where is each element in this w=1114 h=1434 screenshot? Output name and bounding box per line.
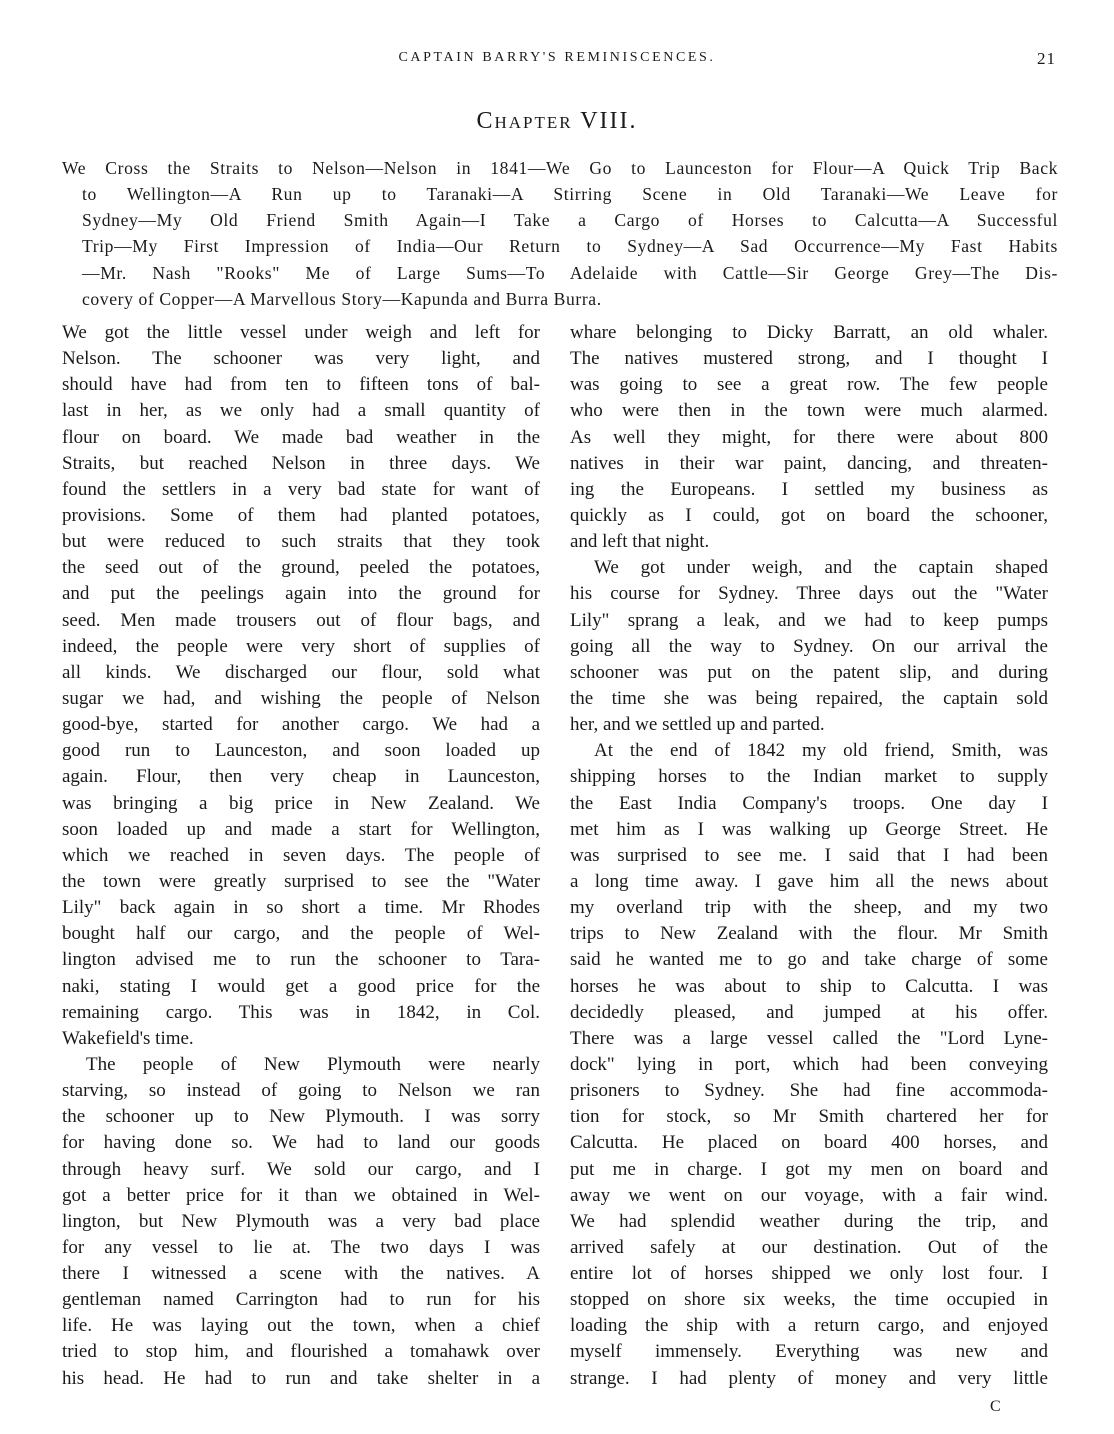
running-head <box>0 46 1114 72</box>
text-line: all kinds. We discharged our flour, sold what <box>62 661 540 683</box>
page-number: 21 <box>1037 49 1056 68</box>
text-line: but were reduced to such straits that they took <box>62 531 540 553</box>
text-line: As well they might, for there were about 800 <box>570 426 1048 448</box>
text-line: sugar we had, and wishing the people of Nelson <box>62 687 540 709</box>
synopsis-line: Trip—My First Impression of India—Our Return to Sydney—A Sad Occurrence—My Fast Habits <box>82 236 1058 257</box>
text-line: was surprised to see me. I said that I had been <box>570 844 1048 866</box>
text-line: tried to stop him, and flourished a tomahawk over <box>62 1341 540 1363</box>
text-line: and left that night. <box>570 531 710 553</box>
text-line: and put the peelings again into the ground for <box>62 583 540 605</box>
text-line: met him as I was walking up George Street. He <box>570 818 1048 840</box>
text-line: my overland trip with the sheep, and my two <box>570 897 1048 919</box>
synopsis-line: Sydney—My Old Friend Smith Again—I Take a Cargo of Horses to Calcutta—A Successful <box>82 210 1058 231</box>
text-line: stopped on shore six weeks, the time occupied in <box>570 1289 1048 1311</box>
text-line: seed. Men made trousers out of flour bags, and <box>62 609 540 631</box>
text-line: again. Flour, then very cheap in Launceston, <box>62 766 540 788</box>
text-line: Straits, but reached Nelson in three days. We <box>62 452 540 474</box>
text-line: the East India Company's troops. One day I <box>570 792 1048 814</box>
text-line: arrived safely at our destination. Out of the <box>570 1236 1048 1258</box>
text-line: The natives mustered strong, and I thought I <box>570 348 1048 370</box>
right-column <box>570 320 1048 1392</box>
text-line: bought half our cargo, and the people of Wel- <box>62 923 540 945</box>
text-line: life. He was laying out the town, when a chief <box>62 1315 540 1337</box>
text-line: remaining cargo. This was in 1842, in Col. <box>62 1001 540 1023</box>
synopsis-line: to Wellington—A Run up to Taranaki—A Stirring Scene in Old Taranaki—We Leave for <box>82 184 1058 205</box>
text-line: naki, stating I would get a good price for the <box>62 975 540 997</box>
text-line: The people of New Plymouth were nearly <box>86 1053 540 1075</box>
text-line: there I witnessed a scene with the natives. A <box>62 1263 540 1285</box>
text-line: was bringing a big price in New Zealand. We <box>62 792 540 814</box>
text-line: found the settlers in a very bad state for want of <box>62 478 540 500</box>
text-line: the town were greatly surprised to see the "Water <box>62 870 540 892</box>
text-line: the schooner up to New Plymouth. I was sorry <box>62 1106 540 1128</box>
text-line: soon loaded up and made a start for Wellington, <box>62 818 540 840</box>
text-line: quickly as I could, got on board the schooner, <box>570 504 1048 526</box>
text-line: who were then in the town were much alarmed. <box>570 400 1048 422</box>
text-line: her, and we settled up and parted. <box>570 714 825 736</box>
text-line: At the end of 1842 my old friend, Smith, was <box>594 740 1048 762</box>
text-line: should have had from ten to fifteen tons of bal- <box>62 374 540 396</box>
text-line: natives in their war paint, dancing, and threaten- <box>570 452 1048 474</box>
text-line: the seed out of the ground, peeled the potatoes, <box>62 557 540 579</box>
text-line: lington, but New Plymouth was a very bad place <box>62 1210 540 1232</box>
text-line: Calcutta. He placed on board 400 horses, and <box>570 1132 1048 1154</box>
text-line: We got the little vessel under weigh and left for <box>62 322 540 343</box>
synopsis-line: covery of Copper—A Marvellous Story—Kapunda and Burra Burra. <box>82 288 602 309</box>
text-line: Lily" back again in so short a time. Mr Rhodes <box>62 897 540 919</box>
text-line: got a better price for it than we obtained in Wel- <box>62 1184 540 1206</box>
text-line: Lily" sprang a leak, and we had to keep pumps <box>570 609 1048 631</box>
text-line: the time she was being repaired, the captain sold <box>570 687 1048 709</box>
chapter-synopsis <box>62 156 1058 313</box>
text-line: his course for Sydney. Three days out the "Water <box>570 583 1048 605</box>
text-line: said he wanted me to go and take charge of some <box>570 949 1048 971</box>
text-line: indeed, the people were very short of supplies of <box>62 635 540 657</box>
text-line: Nelson. The schooner was very light, and <box>62 348 540 370</box>
text-line: Wakefield's time. <box>62 1027 194 1049</box>
text-line: trips to New Zealand with the flour. Mr Smith <box>570 923 1048 945</box>
text-line: decidedly pleased, and jumped at his offer. <box>570 1001 1048 1023</box>
text-line: for having done so. We had to land our goods <box>62 1132 540 1154</box>
running-title: CAPTAIN BARRY'S REMINISCENCES. <box>398 50 716 65</box>
text-line: lington advised me to run the schooner to Tara- <box>62 949 540 971</box>
text-line: whare belonging to Dicky Barratt, an old whaler. <box>570 322 1048 343</box>
text-line: last in her, as we only had a small quantity of <box>62 400 540 422</box>
text-line: away we went on our voyage, with a fair wind. <box>570 1184 1048 1206</box>
text-line: dock" lying in port, which had been conveying <box>570 1053 1048 1075</box>
text-line: through heavy surf. We sold our cargo, and I <box>62 1158 540 1180</box>
text-line: myself immensely. Everything was new and <box>570 1341 1048 1363</box>
text-line: starving, so instead of going to Nelson we ran <box>62 1080 540 1102</box>
synopsis-line: We Cross the Straits to Nelson—Nelson in 1841—We Go to Launceston for Flour—A Quick Trip Back <box>62 158 1058 178</box>
text-line: tion for stock, so Mr Smith chartered her for <box>570 1106 1048 1128</box>
text-line: his head. He had to run and take shelter in a <box>62 1367 540 1389</box>
text-line: for any vessel to lie at. The two days I was <box>62 1236 540 1258</box>
text-line: a long time away. I gave him all the news about <box>570 870 1048 892</box>
text-line: put me in charge. I got my men on board and <box>570 1158 1048 1180</box>
text-line: loading the ship with a return cargo, and enjoyed <box>570 1315 1048 1337</box>
left-column <box>62 320 540 1392</box>
signature-mark: C <box>990 1398 1001 1415</box>
text-line: There was a large vessel called the "Lord Lyne- <box>570 1027 1048 1049</box>
synopsis-line: —Mr. Nash "Rooks" Me of Large Sums—To Adelaide with Cattle—Sir George Grey—The Dis- <box>82 262 1058 283</box>
text-line: gentleman named Carrington had to run for his <box>62 1289 540 1311</box>
text-line: We got under weigh, and the captain shaped <box>594 557 1048 579</box>
text-line: was going to see a great row. The few people <box>570 374 1048 396</box>
text-line: schooner was put on the patent slip, and during <box>570 661 1048 683</box>
text-line: good-bye, started for another cargo. We had a <box>62 714 540 736</box>
text-line: ing the Europeans. I settled my business as <box>570 478 1048 500</box>
text-line: provisions. Some of them had planted potatoes, <box>62 504 540 526</box>
text-line: horses he was about to ship to Calcutta. I was <box>570 975 1048 997</box>
text-line: strange. I had plenty of money and very little <box>570 1367 1048 1389</box>
text-line: prisoners to Sydney. She had fine accommoda- <box>570 1080 1048 1102</box>
text-line: going all the way to Sydney. On our arrival the <box>570 635 1048 657</box>
text-line: We had splendid weather during the trip, and <box>570 1210 1048 1232</box>
text-line: good run to Launceston, and soon loaded up <box>62 740 540 762</box>
text-line: flour on board. We made bad weather in the <box>62 426 540 448</box>
chapter-title: Chapter VIII. <box>476 108 638 134</box>
text-line: shipping horses to the Indian market to supply <box>570 766 1048 788</box>
text-line: which we reached in seven days. The people of <box>62 844 540 866</box>
text-line: entire lot of horses shipped we only lost four. I <box>570 1263 1048 1285</box>
